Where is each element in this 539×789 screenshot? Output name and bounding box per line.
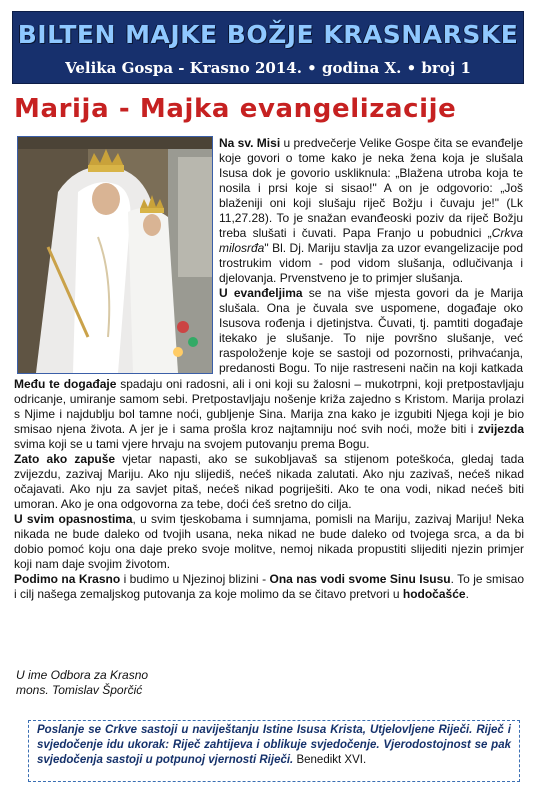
paragraph-2-lead: U evanđeljima xyxy=(219,286,303,300)
bulletin-subtitle: Velika Gospa - Krasno 2014. • godina X. • broj 1 xyxy=(65,59,471,77)
paragraph-1 xyxy=(219,136,523,286)
paragraph-4-text: vjetar napasti, ako se sukobljavaš sa stijenom poteškoća, gledaj tada zvijezdu, zazivaj Mariju. Ako nju slijediš, nećeš nikada zalutati. Ako nju zazivaš, nećeš nikad očajavati. Ako nju za savjet pitaš, nećeš nikad pogriješiti. Ako te ona vodi, nikad nećeš biti umoran. Ako je ona odgovorna za tebe, doći ćeš sretno do cilja. xyxy=(14,452,524,511)
article-column-full xyxy=(14,377,524,667)
paragraph-6 xyxy=(14,572,524,602)
paragraph-2 xyxy=(219,286,523,376)
bulletin-title: BILTEN MAJKE BOŽJE KRASNARSKE xyxy=(17,20,519,49)
article-column-right xyxy=(219,136,523,376)
article-headline: Marija - Majka evangelizacije xyxy=(14,94,457,124)
paragraph-1-italic: Crkva milosrđa xyxy=(219,226,523,255)
paragraph-5-text: , u svim tjeskobama i sumnjama, pomisli na Mariju, zazivaj Mariju! Neka nikada ne bude daleko od tvojih usana, neka nikad ne bude daleko od tvojega srca, a da bi dobio pomoć koju ona daje preko svoje molitve, nemoj nikada propustiti slijediti njezin primjer koji nam daje svojim životom. xyxy=(14,512,524,571)
madonna-statue-photo xyxy=(17,136,213,374)
paragraph-3-bold: zvijezda xyxy=(477,422,524,436)
paragraph-6-bold2: hodočašće xyxy=(402,587,466,601)
paragraph-4 xyxy=(14,452,524,512)
masthead xyxy=(12,11,524,84)
paragraph-3-lead: Među te događaje xyxy=(14,377,117,391)
paragraph-5-lead: U svim opasnostima xyxy=(14,512,133,526)
paragraph-6-text3: . xyxy=(465,587,469,601)
paragraph-1-lead: Na sv. Misi xyxy=(219,136,281,150)
signature xyxy=(16,668,416,698)
paragraph-1-text: u predvečerje Velike Gospe čita se evanđelje koje govori o tome kako je neka žena koja je slušala Isusa dok je govorio uskliknula: „Blažena utroba koja te nosila i prsi koje si sisao!" A on je odgovorio: „Još blaženiji oni koji slušaju riječ Božju i čuvaju je!" (Lk 11,27.28). To je snažan evanđeoski poziv da riječ Božju treba slušati i čuvati. Papa Franjo u pobudnici „ xyxy=(219,136,523,240)
quote-author: Benedikt XVI. xyxy=(296,754,367,766)
paragraph-6-text: i budimo u Njezinoj blizini - xyxy=(120,572,270,586)
paragraph-5 xyxy=(14,512,524,572)
paragraph-4-lead: Zato ako zapuše xyxy=(14,452,116,466)
paragraph-3-text: spadaju oni radosni, ali i oni koji su žalosni – mukotrpni, koji pretpostavljaju odricanje, umiranje samom sebi. Pretpostavljaju nošenje križa zajedno s Kristom. Marija prolazi s Njime i najdublju bol tamne noći, gubljenje Sina. Marija zna kako je izgubiti Njega koji je bio smisao njena života. A jer je i sama prošla kroz najtamniju noć svih noći, može biti i xyxy=(14,377,524,436)
signature-line-2: mons. Tomislav Šporčić xyxy=(16,683,143,697)
paragraph-6-lead: Podimo na Krasno xyxy=(14,572,121,586)
paragraph-6-text2: . To je smisao i cilj našega zemaljskog putovanja za koje molimo da se čitavo pretvori u xyxy=(14,572,524,601)
paragraph-1-text2: " Bl. Dj. Mariju stavlja za uzor evangelizacije pod trostrukim vidom - pod vidom slušanja, odlučivanja i djelovanja. Prvenstveno je to primjer slušanja. xyxy=(219,241,523,285)
quote-text: Poslanje se Crkve sastoji u naviještanju Istine Isusa Krista, Utjelovljene Riječi. Riječ i svjedočenje idu ukorak: Riječ zahtijeva i oblikuje svjedočenje. Vjerodostojnost se pak svjedočenja sastoji u potpunoj vjernosti Riječi. xyxy=(37,724,511,766)
paragraph-3 xyxy=(14,377,524,452)
signature-line-1: U ime Odbora za Krasno xyxy=(16,668,149,682)
paragraph-3-text2: svima koji se u tami vjere hrvaju na svojem putovanju prema Bogu. xyxy=(14,437,370,451)
quote-box xyxy=(28,720,520,782)
paragraph-6-bold: Ona nas vodi svome Sinu Isusu xyxy=(269,572,451,586)
paragraph-2-text: se na više mjesta govori da je Marija slušala. Ona je čuvala sve uspomene, događaje oko Isusova rođenja i djetinjstva. Čuvati, tj. pamtiti događaje itekako je slušanje. To nije površno slušanje, već raspoloženje koje se sastoji od pozornosti, prihvaćanja, predanosti Bogu. To nije rastreseni način na koji katkada xyxy=(219,286,523,375)
